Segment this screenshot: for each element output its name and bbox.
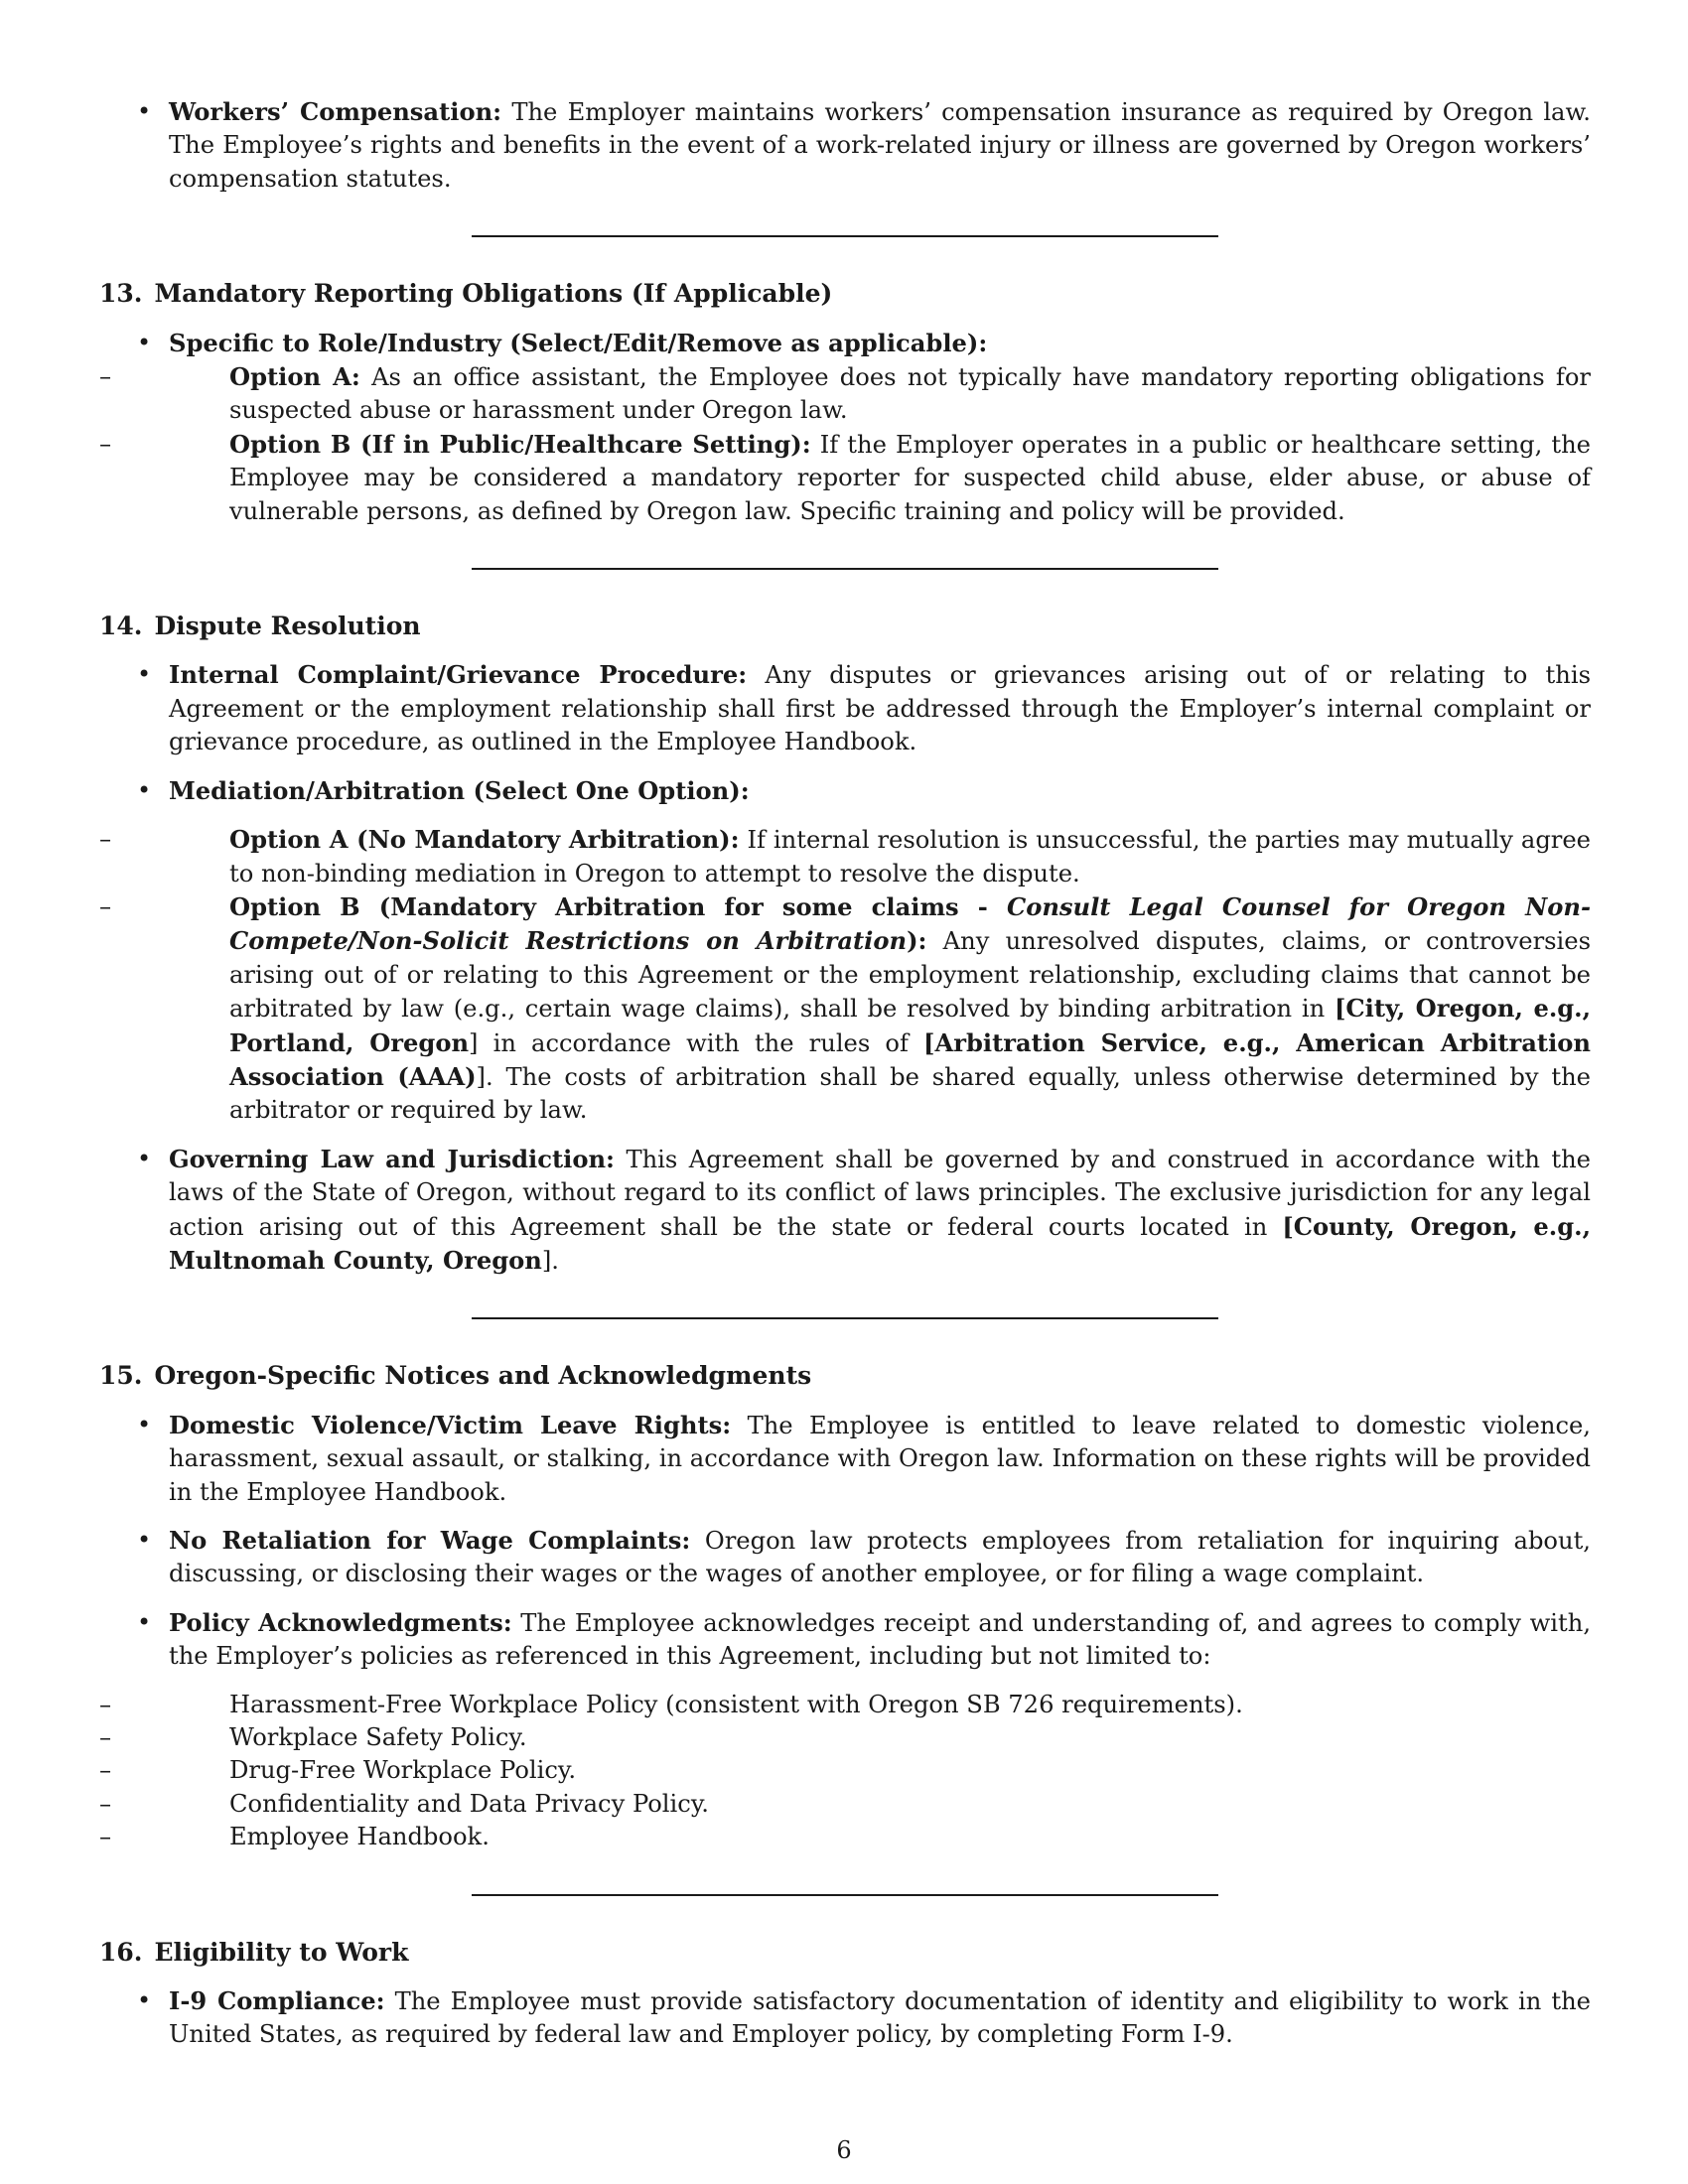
policy-item: – Drug-Free Workplace Policy. <box>169 1754 1591 1787</box>
section-number: 15. <box>99 1361 143 1391</box>
option-label-end: ): <box>907 926 927 956</box>
bullet-label: Domestic Violence/Victim Leave Rights: <box>169 1410 732 1439</box>
option-text: Any unresolved disputes, claims, or controversies arising out of or relating to this Agreement or the employment relationship, excluding claims that cannot be arbitrated by law (e.g., certain wage claims), shall be resolved by binding arbitration in <box>229 927 1592 1024</box>
bullet-role-industry <box>99 327 1591 528</box>
policy-list <box>169 1689 1591 1854</box>
section-16-list <box>99 1984 1591 2052</box>
option-label: Option B (If in Public/Healthcare Setting): <box>229 429 811 459</box>
option-a <box>169 823 1591 890</box>
bullet-internal-complaint <box>99 658 1591 758</box>
option-list <box>169 360 1591 528</box>
option-text: If internal resolution is unsuccessful, the parties may mutually agree to non-binding mediation in Oregon to attempt to resolve the dispute. <box>229 826 1591 887</box>
bullet-text: ]. <box>541 1246 559 1275</box>
placeholder-arbitration-service: [Arbitration Service, e.g., American Arbitration Association (AAA) <box>229 1027 1591 1091</box>
section-divider <box>472 568 1218 570</box>
bullet-governing-law <box>99 1143 1591 1279</box>
bullet-text: The Employee is entitled to leave related to domestic violence, harassment, sexual assault, or stalking, in accordance with Oregon law. Information on these rights will be provided in the Employee Handbook. <box>169 1411 1591 1506</box>
section-number: 14. <box>99 612 143 641</box>
option-a <box>169 360 1591 428</box>
bullet-text: The Employee must provide satisfactory documentation of identity and eligibility to work in the United States, as required by federal law and Employer policy, by completing Form I-9. <box>169 1987 1591 2049</box>
policy-item: – Confidentiality and Data Privacy Policy. <box>169 1788 1591 1821</box>
bullet-label: Governing Law and Jurisdiction: <box>169 1144 615 1173</box>
bullet-label: Workers’ Compensation: <box>169 97 502 126</box>
bullet-text: The Employer maintains workers’ compensation insurance as required by Oregon law. The Employee’s rights and benefits in the event of a work-related injury or illness are governed by Oregon workers’ compensation statutes. <box>169 98 1591 193</box>
option-list <box>169 823 1591 1128</box>
policy-item: – Harassment-Free Workplace Policy (consistent with Oregon SB 726 requirements). <box>169 1689 1591 1721</box>
option-text: ] in accordance with the rules of <box>469 1028 924 1057</box>
bullet-mediation-arbitration <box>99 774 1591 1128</box>
section-divider <box>472 235 1218 237</box>
section-15-list <box>99 1409 1591 1854</box>
option-label: Option A (No Mandatory Arbitration): <box>229 825 740 855</box>
option-label-italic: Consult Legal Counsel for Oregon Non-Compete/Non-Solicit Restrictions on Arbitration <box>229 891 1591 956</box>
option-b <box>169 428 1591 528</box>
bullet-domestic-violence <box>99 1409 1591 1509</box>
section-heading-16 <box>99 1936 1591 1969</box>
option-text: As an office assistant, the Employee does not typically have mandatory reporting obligations for suspected abuse or harassment under Oregon law. <box>229 363 1591 425</box>
section-divider <box>472 1894 1218 1896</box>
option-text: If the Employer operates in a public or healthcare setting, the Employee may be considered a mandatory reporter for suspected child abuse, elder abuse, or abuse of vulnerable persons, as defined by Oregon law. Specific training and policy will be provided. <box>229 430 1591 525</box>
section-title: Eligibility to Work <box>154 1937 409 1967</box>
section-title: Dispute Resolution <box>154 612 421 641</box>
option-label: Option A: <box>229 362 360 392</box>
bullet-label: No Retaliation for Wage Complaints: <box>169 1526 691 1555</box>
section-number: 16. <box>99 1937 143 1967</box>
section-heading-13 <box>99 277 1591 310</box>
bullet-label: Mediation/Arbitration (Select One Option): <box>169 775 750 805</box>
bullet-no-retaliation <box>99 1524 1591 1591</box>
section-number: 13. <box>99 279 143 309</box>
option-text: ]. The costs of arbitration shall be shared equally, unless otherwise determined by the arbitrator or required by law. <box>229 1062 1591 1125</box>
section-14-list <box>99 658 1591 1278</box>
bullet-text: Any disputes or grievances arising out of or relating to this Agreement or the employment relationship shall first be addressed through the Employer’s internal complaint or grievance procedure, as outlined in the Employee Handbook. <box>169 661 1591 756</box>
option-b <box>169 890 1591 1128</box>
placeholder-city: [City, Oregon, e.g., Portland, Oregon <box>229 994 1592 1057</box>
page-number: 6 <box>836 2136 852 2164</box>
bullet-label: Specific to Role/Industry (Select/Edit/Remove as applicable): <box>169 328 988 357</box>
bullet-workers-comp <box>99 95 1591 196</box>
bullet-label: Policy Acknowledgments: <box>169 1607 512 1637</box>
option-label-start: Option B (Mandatory Arbitration for some claims - <box>229 891 1007 921</box>
bullet-label: I-9 Compliance: <box>169 1986 385 2016</box>
section-title: Oregon-Specific Notices and Acknowledgments <box>154 1361 812 1391</box>
section-13-list <box>99 327 1591 528</box>
bullet-i9-compliance <box>99 1984 1591 2052</box>
bullet-text: Oregon law protects employees from retaliation for inquiring about, discussing, or disclosing their wages or the wages of another employee, or for filing a wage complaint. <box>169 1527 1591 1588</box>
section-divider <box>472 1317 1218 1319</box>
bullet-text: This Agreement shall be governed by and construed in accordance with the laws of the State of Oregon, without regard to its conflict of laws principles. The exclusive jurisdiction for any legal action arising out of this Agreement shall be the state or federal courts located in <box>169 1145 1591 1241</box>
bullet-text: The Employee acknowledges receipt and understanding of, and agrees to comply with, the Employer’s policies as referenced in this Agreement, including but not limited to: <box>169 1608 1592 1671</box>
workers-comp-list <box>99 95 1591 196</box>
placeholder-county: [County, Oregon, e.g., Multnomah County, Oregon <box>169 1211 1591 1275</box>
bullet-policy-acknowledgments <box>99 1606 1591 1854</box>
policy-item: – Workplace Safety Policy. <box>169 1721 1591 1754</box>
bullet-label: Internal Complaint/Grievance Procedure: <box>169 660 748 690</box>
document-page <box>99 95 1591 2067</box>
section-heading-14 <box>99 610 1591 642</box>
section-title: Mandatory Reporting Obligations (If Applicable) <box>154 279 833 309</box>
policy-item: – Employee Handbook. <box>169 1821 1591 1853</box>
section-heading-15 <box>99 1359 1591 1392</box>
